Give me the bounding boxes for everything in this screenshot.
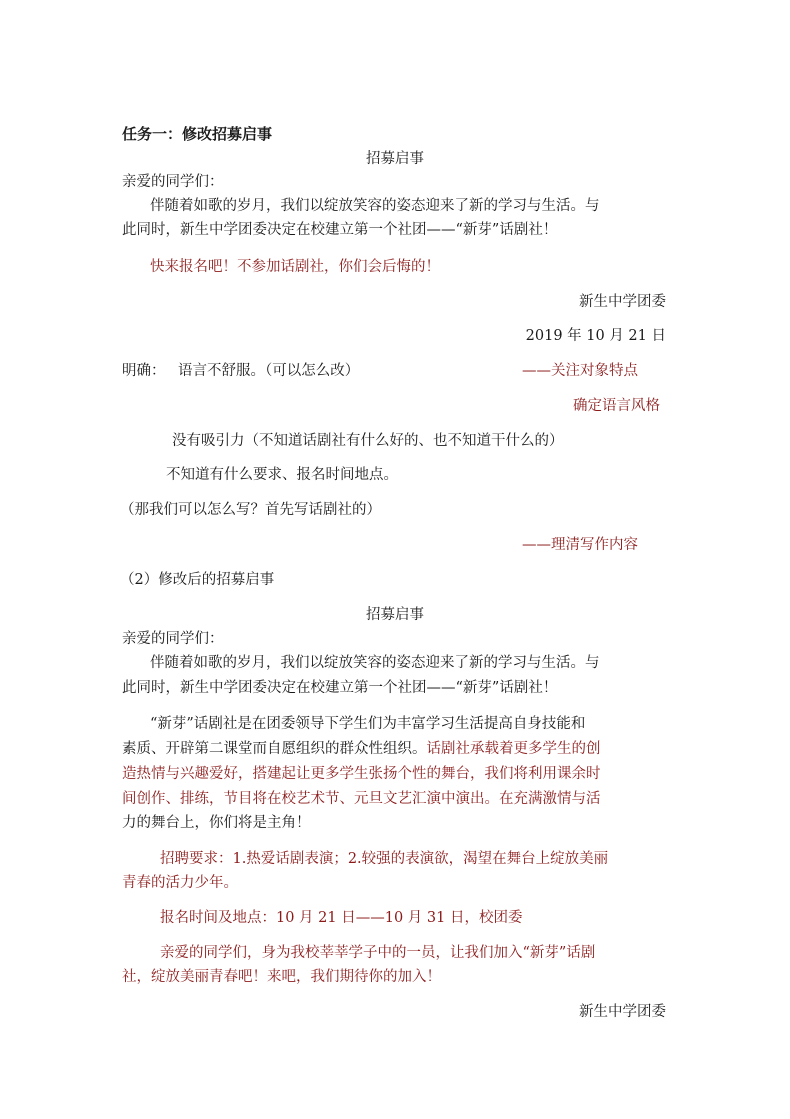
revised-para2-line2-black: 素质、开辟第二课堂而自愿组织的群众性组织。: [122, 741, 427, 757]
original-greeting: 亲爱的同学们：: [122, 174, 224, 190]
revised-closing-line1: 亲爱的同学们，身为我校莘莘学子中的一员，让我们加入“新芽”话剧: [160, 945, 596, 961]
revised-notice-title: 招募启事: [366, 607, 424, 623]
revised-closing-line2: 社，绽放美丽青春吧！来吧，我们期待你的加入！: [122, 969, 441, 985]
analysis-line2: 没有吸引力（不知道话剧社有什么好的、也不知道干什么的）: [172, 433, 564, 449]
revised-para2-line4: 间创作、排练，节目将在校艺术节、元旦文艺汇演中演出。在充满激情与活: [122, 791, 601, 807]
original-signature: 新生中学团委: [579, 294, 666, 310]
original-notice-title: 招募启事: [366, 151, 424, 167]
revised-para2-line5: 力的舞台上，你们将是主角！: [122, 815, 311, 831]
analysis-line3: 不知道有什么要求、报名时间地点。: [166, 467, 398, 483]
revised-para2-line2-red: 话剧社承载着更多学生的创: [426, 741, 601, 757]
analysis-question: （那我们可以怎么写？首先写话剧社的）: [120, 502, 381, 518]
analysis-line1: 语言不舒服。（可以怎么改）: [178, 363, 360, 379]
original-call-to-action: 快来报名吧！不参加话剧社，你们会后悔的！: [150, 259, 440, 275]
revised-requirements-line1: 招聘要求：1.热爱话剧表演；2.较强的表演欲，渴望在舞台上绽放美丽: [160, 851, 609, 867]
revised-greeting: 亲爱的同学们：: [122, 631, 224, 647]
revised-para2-line1: “新芽”话剧社是在团委领导下学生们为丰富学习生活提高自身技能和: [150, 716, 586, 732]
original-date: 2019 年 10 月 21 日: [525, 328, 666, 344]
revised-para2-line2: [122, 739, 601, 759]
analysis-note1: ——关注对象特点: [522, 363, 638, 379]
revised-heading: （2）修改后的招募启事: [120, 572, 275, 588]
original-para1-line2: 此同时，新生中学团委决定在校建立第一个社团——“新芽”话剧社！: [122, 222, 558, 238]
revised-requirements-line2: 青春的活力少年。: [122, 875, 238, 891]
analysis-note2: 确定语言风格: [573, 398, 660, 414]
analysis-label: 明确：: [122, 363, 166, 379]
revised-para1-line1: 伴随着如歌的岁月，我们以绽放笑容的姿态迎来了新的学习与生活。与: [150, 655, 600, 671]
task-title: 任务一：修改招募启事: [122, 125, 273, 143]
revised-signature: 新生中学团委: [579, 1004, 666, 1020]
analysis-note3: ——理清写作内容: [522, 537, 638, 553]
revised-time-place: 报名时间及地点：10 月 21 日——10 月 31 日，校团委: [160, 910, 523, 926]
revised-para2-line3: 造热情与兴趣爱好，搭建起让更多学生张扬个性的舞台，我们将利用课余时: [122, 766, 601, 782]
original-para1-line1: 伴随着如歌的岁月，我们以绽放笑容的姿态迎来了新的学习与生活。与: [150, 198, 600, 214]
revised-para1-line2: 此同时，新生中学团委决定在校建立第一个社团——“新芽”话剧社！: [122, 680, 558, 696]
